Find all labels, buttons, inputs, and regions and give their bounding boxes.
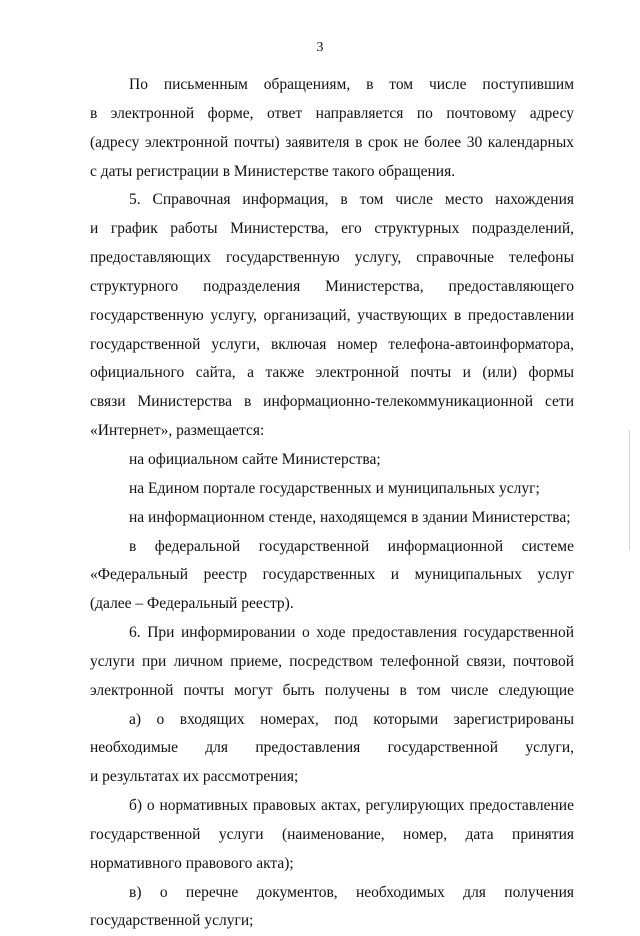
text-line: «Федеральный реестр государственных и муниципальных услуг (90, 566, 574, 584)
text-line: и результатах их рассмотрения; (90, 768, 299, 786)
text-line: в) о перечне документов, необходимых для получения (129, 883, 574, 901)
text-line: в электронной форме, ответ направляется по почтовому адресу (90, 104, 574, 122)
text-line: на информационном стенде, находящемся в здании Министерства; (129, 508, 571, 526)
scan-edge-mark (629, 430, 630, 550)
text-line: государственной услуги; (90, 912, 254, 930)
text-line: 6. При информировании о ходе предоставления государственной (129, 624, 574, 642)
text-line: б) о нормативных правовых актах, регулирующих предоставление (129, 797, 574, 815)
text-line: связи Министерства в информационно-телекоммуникационной сети (90, 393, 574, 411)
text-line: а) о входящих номерах, под которыми зарегистрированы (129, 710, 574, 728)
text-line: и график работы Министерства, его структурных подразделений, (90, 220, 574, 238)
text-line: (адресу электронной почты) заявителя в срок не более 30 календарных (90, 133, 574, 151)
text-line: государственной услуги, включая номер телефона-автоинформатора, (90, 335, 574, 353)
document-body (90, 71, 574, 936)
text-line: на официальном сайте Министерства; (129, 450, 381, 468)
text-line: (далее – Федеральный реестр). (90, 595, 294, 613)
text-line: в федеральной государственной информационной системе (129, 537, 574, 555)
text-line: официального сайта, а также электронной почты и (или) формы (90, 364, 574, 382)
text-line: предоставляющих государственную услугу, справочные телефоны (90, 249, 574, 267)
text-line: электронной почты могут быть получены в том числе следующие (90, 681, 574, 699)
text-line: структурного подразделения Министерства, предоставляющего (90, 277, 574, 295)
page-number: 3 (316, 40, 324, 55)
text-line: 5. Справочная информация, в том числе место нахождения (129, 191, 574, 209)
text-line: государственной услуги (наименование, номер, дата принятия (90, 825, 574, 843)
text-line: необходимые для предоставления государственной услуги, (90, 739, 574, 757)
text-line: с даты регистрации в Министерстве такого обращения. (90, 162, 456, 180)
text-line: нормативного правового акта); (90, 854, 294, 872)
text-line: на Едином портале государственных и муниципальных услуг; (129, 479, 540, 497)
text-line: «Интернет», размещается: (90, 422, 265, 440)
text-line: государственную услугу, организаций, участвующих в предоставлении (90, 306, 574, 324)
text-line: услуги при личном приеме, посредством телефонной связи, почтовой (90, 652, 574, 670)
text-line: По письменным обращениям, в том числе поступившим (129, 76, 574, 93)
